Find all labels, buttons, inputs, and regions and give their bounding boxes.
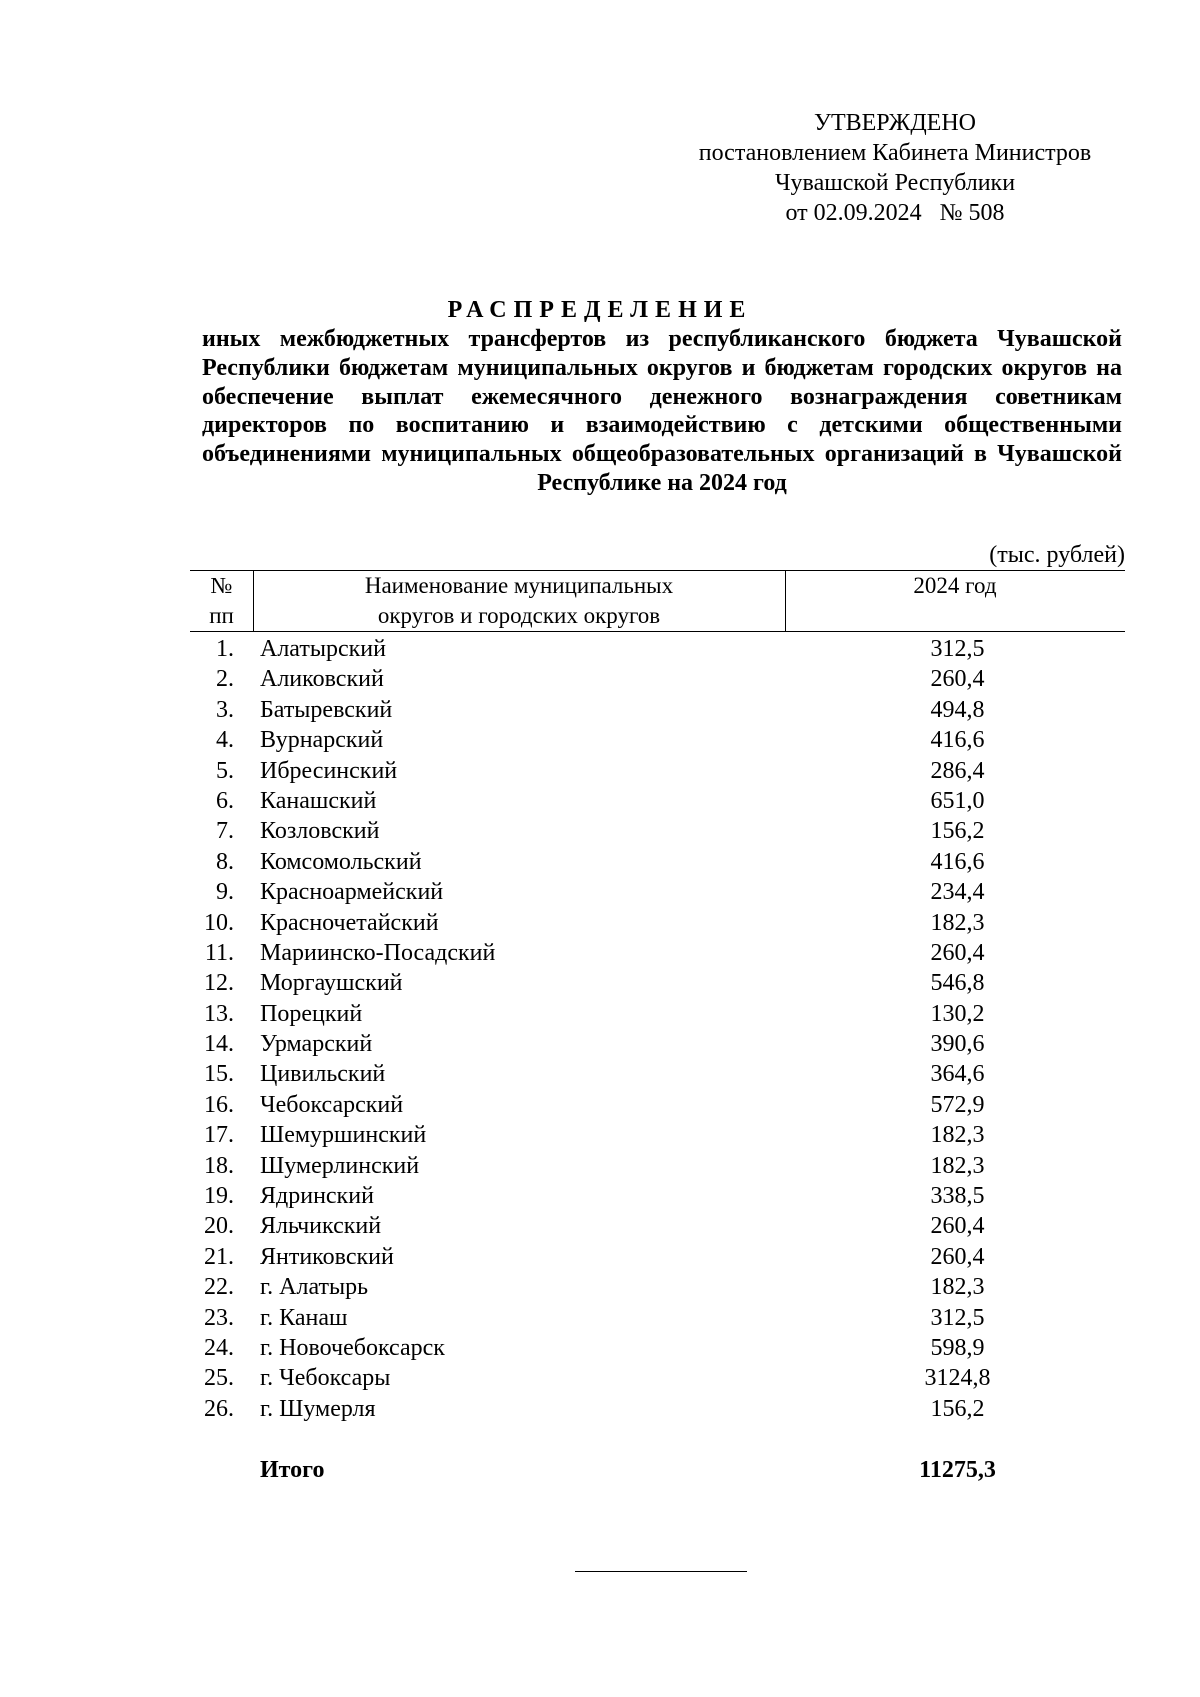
row-value: 286,4: [930, 757, 985, 784]
approval-block: [660, 108, 1130, 228]
header-year: 2024 год: [913, 573, 997, 598]
row-number: 3.: [216, 696, 234, 723]
table-row: [190, 1120, 1125, 1150]
row-number: 21.: [204, 1243, 234, 1270]
row-name: г. Алатырь: [260, 1274, 369, 1301]
approval-issuer: постановлением Кабинета Министров: [698, 140, 1092, 166]
row-name: г. Канаш: [260, 1304, 348, 1331]
row-value: 182,3: [930, 1152, 985, 1179]
table-row: [190, 999, 1125, 1029]
approval-date-number: [660, 198, 1130, 228]
row-value: 260,4: [930, 666, 985, 693]
row-value: 364,6: [930, 1061, 985, 1088]
row-name: Чебоксарский: [260, 1091, 404, 1118]
row-value: 130,2: [930, 1000, 985, 1027]
row-value: 390,6: [930, 1031, 985, 1058]
row-name: Алатырский: [260, 636, 386, 662]
row-value: 312,5: [930, 636, 985, 662]
table-row: [190, 634, 1125, 664]
row-name: Порецкий: [260, 1000, 363, 1027]
table-row: [190, 968, 1125, 998]
table-row: [190, 1394, 1125, 1424]
table-row: [190, 1181, 1125, 1211]
row-name: Канашский: [260, 787, 377, 814]
row-number: 19.: [204, 1183, 234, 1210]
table-row: [190, 695, 1125, 725]
row-name: г. Чебоксары: [260, 1365, 391, 1392]
row-number: 1.: [216, 636, 234, 662]
table-body: [190, 634, 1125, 1424]
total-value: 11275,3: [919, 1457, 996, 1483]
row-value: 598,9: [930, 1334, 985, 1361]
row-number: 15.: [204, 1061, 234, 1088]
row-name: Шемуршинский: [260, 1122, 427, 1149]
table-header: [190, 570, 1125, 632]
row-number: 9.: [216, 879, 234, 906]
row-name: Красночетайский: [260, 909, 439, 936]
document-subtitle: иных межбюджетных трансфертов из республиканского бюджета Чувашской Республики бюджетам муниципальных округов и бюджетам городских округов на обеспечение выплат ежемесячного денежного вознаграждения советникам директоров по воспитанию и взаимодействию с детскими общественными объединениями муниципальных общеобразовательных организаций в Чувашской Республике на 2024 год: [202, 326, 1122, 496]
row-number: 23.: [204, 1304, 234, 1331]
row-value: 156,2: [930, 1395, 985, 1422]
table-row: [190, 938, 1125, 968]
total-row: [190, 1454, 1125, 1486]
row-value: 182,3: [930, 1122, 985, 1149]
row-name: Козловский: [260, 818, 380, 845]
row-name: Вурнарский: [260, 727, 384, 754]
row-value: 260,4: [930, 939, 985, 966]
table-row: [190, 1151, 1125, 1181]
row-number: 18.: [204, 1152, 234, 1179]
row-number: 13.: [204, 1000, 234, 1027]
row-value: 338,5: [930, 1183, 985, 1210]
table-row: [190, 908, 1125, 938]
table-row: [190, 786, 1125, 816]
table-row: [190, 1272, 1125, 1302]
row-value: 260,4: [930, 1243, 985, 1270]
row-number: 20.: [204, 1213, 234, 1240]
end-divider: [575, 1571, 747, 1572]
table-row: [190, 1090, 1125, 1120]
row-value: 416,6: [930, 848, 985, 875]
row-value: 312,5: [930, 1304, 985, 1331]
row-number: 5.: [216, 757, 234, 784]
table-row: [190, 1333, 1125, 1363]
table-row: [190, 816, 1125, 846]
table-row: [190, 725, 1125, 755]
header-name-line2: округов и городских округов: [377, 603, 661, 628]
approval-date: от 02.09.2024: [785, 200, 922, 226]
table-row: [190, 847, 1125, 877]
row-number: 26.: [204, 1395, 234, 1422]
units-note: (тыс. рублей): [989, 542, 1125, 568]
row-name: Янтиковский: [260, 1243, 394, 1270]
approval-number: № 508: [939, 200, 1005, 226]
table-row: [190, 664, 1125, 694]
row-number: 22.: [204, 1274, 234, 1301]
table-row: [190, 1363, 1125, 1393]
row-name: Аликовский: [260, 666, 384, 693]
table-row: [190, 756, 1125, 786]
row-name: г. Шумерля: [260, 1395, 376, 1422]
row-name: Красноармейский: [260, 879, 444, 906]
row-value: 494,8: [930, 696, 985, 723]
table-row: [190, 1059, 1125, 1089]
row-number: 4.: [216, 727, 234, 754]
row-name: Батыревский: [260, 696, 393, 723]
row-number: 11.: [204, 939, 234, 966]
total-label: Итого: [260, 1457, 325, 1483]
approval-republic: Чувашской Республики: [774, 170, 1016, 196]
row-number: 16.: [204, 1091, 234, 1118]
header-name-line1: Наименование муниципальных: [364, 573, 674, 598]
table-row: [190, 1029, 1125, 1059]
row-value: 651,0: [930, 787, 985, 814]
row-name: Ибресинский: [260, 757, 398, 784]
approval-title: УТВЕРЖДЕНО: [813, 110, 977, 136]
row-value: 234,4: [930, 879, 985, 906]
row-name: Урмарский: [260, 1031, 373, 1058]
row-number: 10.: [204, 909, 234, 936]
row-value: 182,3: [930, 909, 985, 936]
header-num-line1: №: [210, 573, 233, 598]
table-row: [190, 1211, 1125, 1241]
row-number: 7.: [216, 818, 234, 845]
row-value: 156,2: [930, 818, 985, 845]
row-number: 8.: [216, 848, 234, 875]
row-name: Ядринский: [260, 1183, 374, 1210]
row-name: Моргаушский: [260, 970, 403, 997]
row-number: 6.: [216, 787, 234, 814]
row-number: 25.: [204, 1365, 234, 1392]
table-row: [190, 1303, 1125, 1333]
row-value: 260,4: [930, 1213, 985, 1240]
row-number: 2.: [216, 666, 234, 693]
header-num-line2: пп: [209, 603, 234, 628]
row-name: г. Новочебоксарск: [260, 1334, 445, 1361]
row-name: Шумерлинский: [260, 1152, 420, 1179]
row-number: 17.: [204, 1122, 234, 1149]
row-number: 24.: [204, 1334, 234, 1361]
row-value: 416,6: [930, 727, 985, 754]
row-name: Комсомольский: [260, 848, 422, 875]
row-name: Цивильский: [260, 1061, 386, 1088]
document-title: РАСПРЕДЕЛЕНИЕ: [447, 297, 753, 323]
row-number: 12.: [204, 970, 234, 997]
row-name: Мариинско-Посадский: [260, 939, 496, 966]
row-name: Яльчикский: [260, 1213, 382, 1240]
row-value: 546,8: [930, 970, 985, 997]
row-value: 3124,8: [924, 1365, 991, 1392]
table-row: [190, 1242, 1125, 1272]
table-row: [190, 877, 1125, 907]
row-value: 182,3: [930, 1274, 985, 1301]
row-value: 572,9: [930, 1091, 985, 1118]
row-number: 14.: [204, 1031, 234, 1058]
